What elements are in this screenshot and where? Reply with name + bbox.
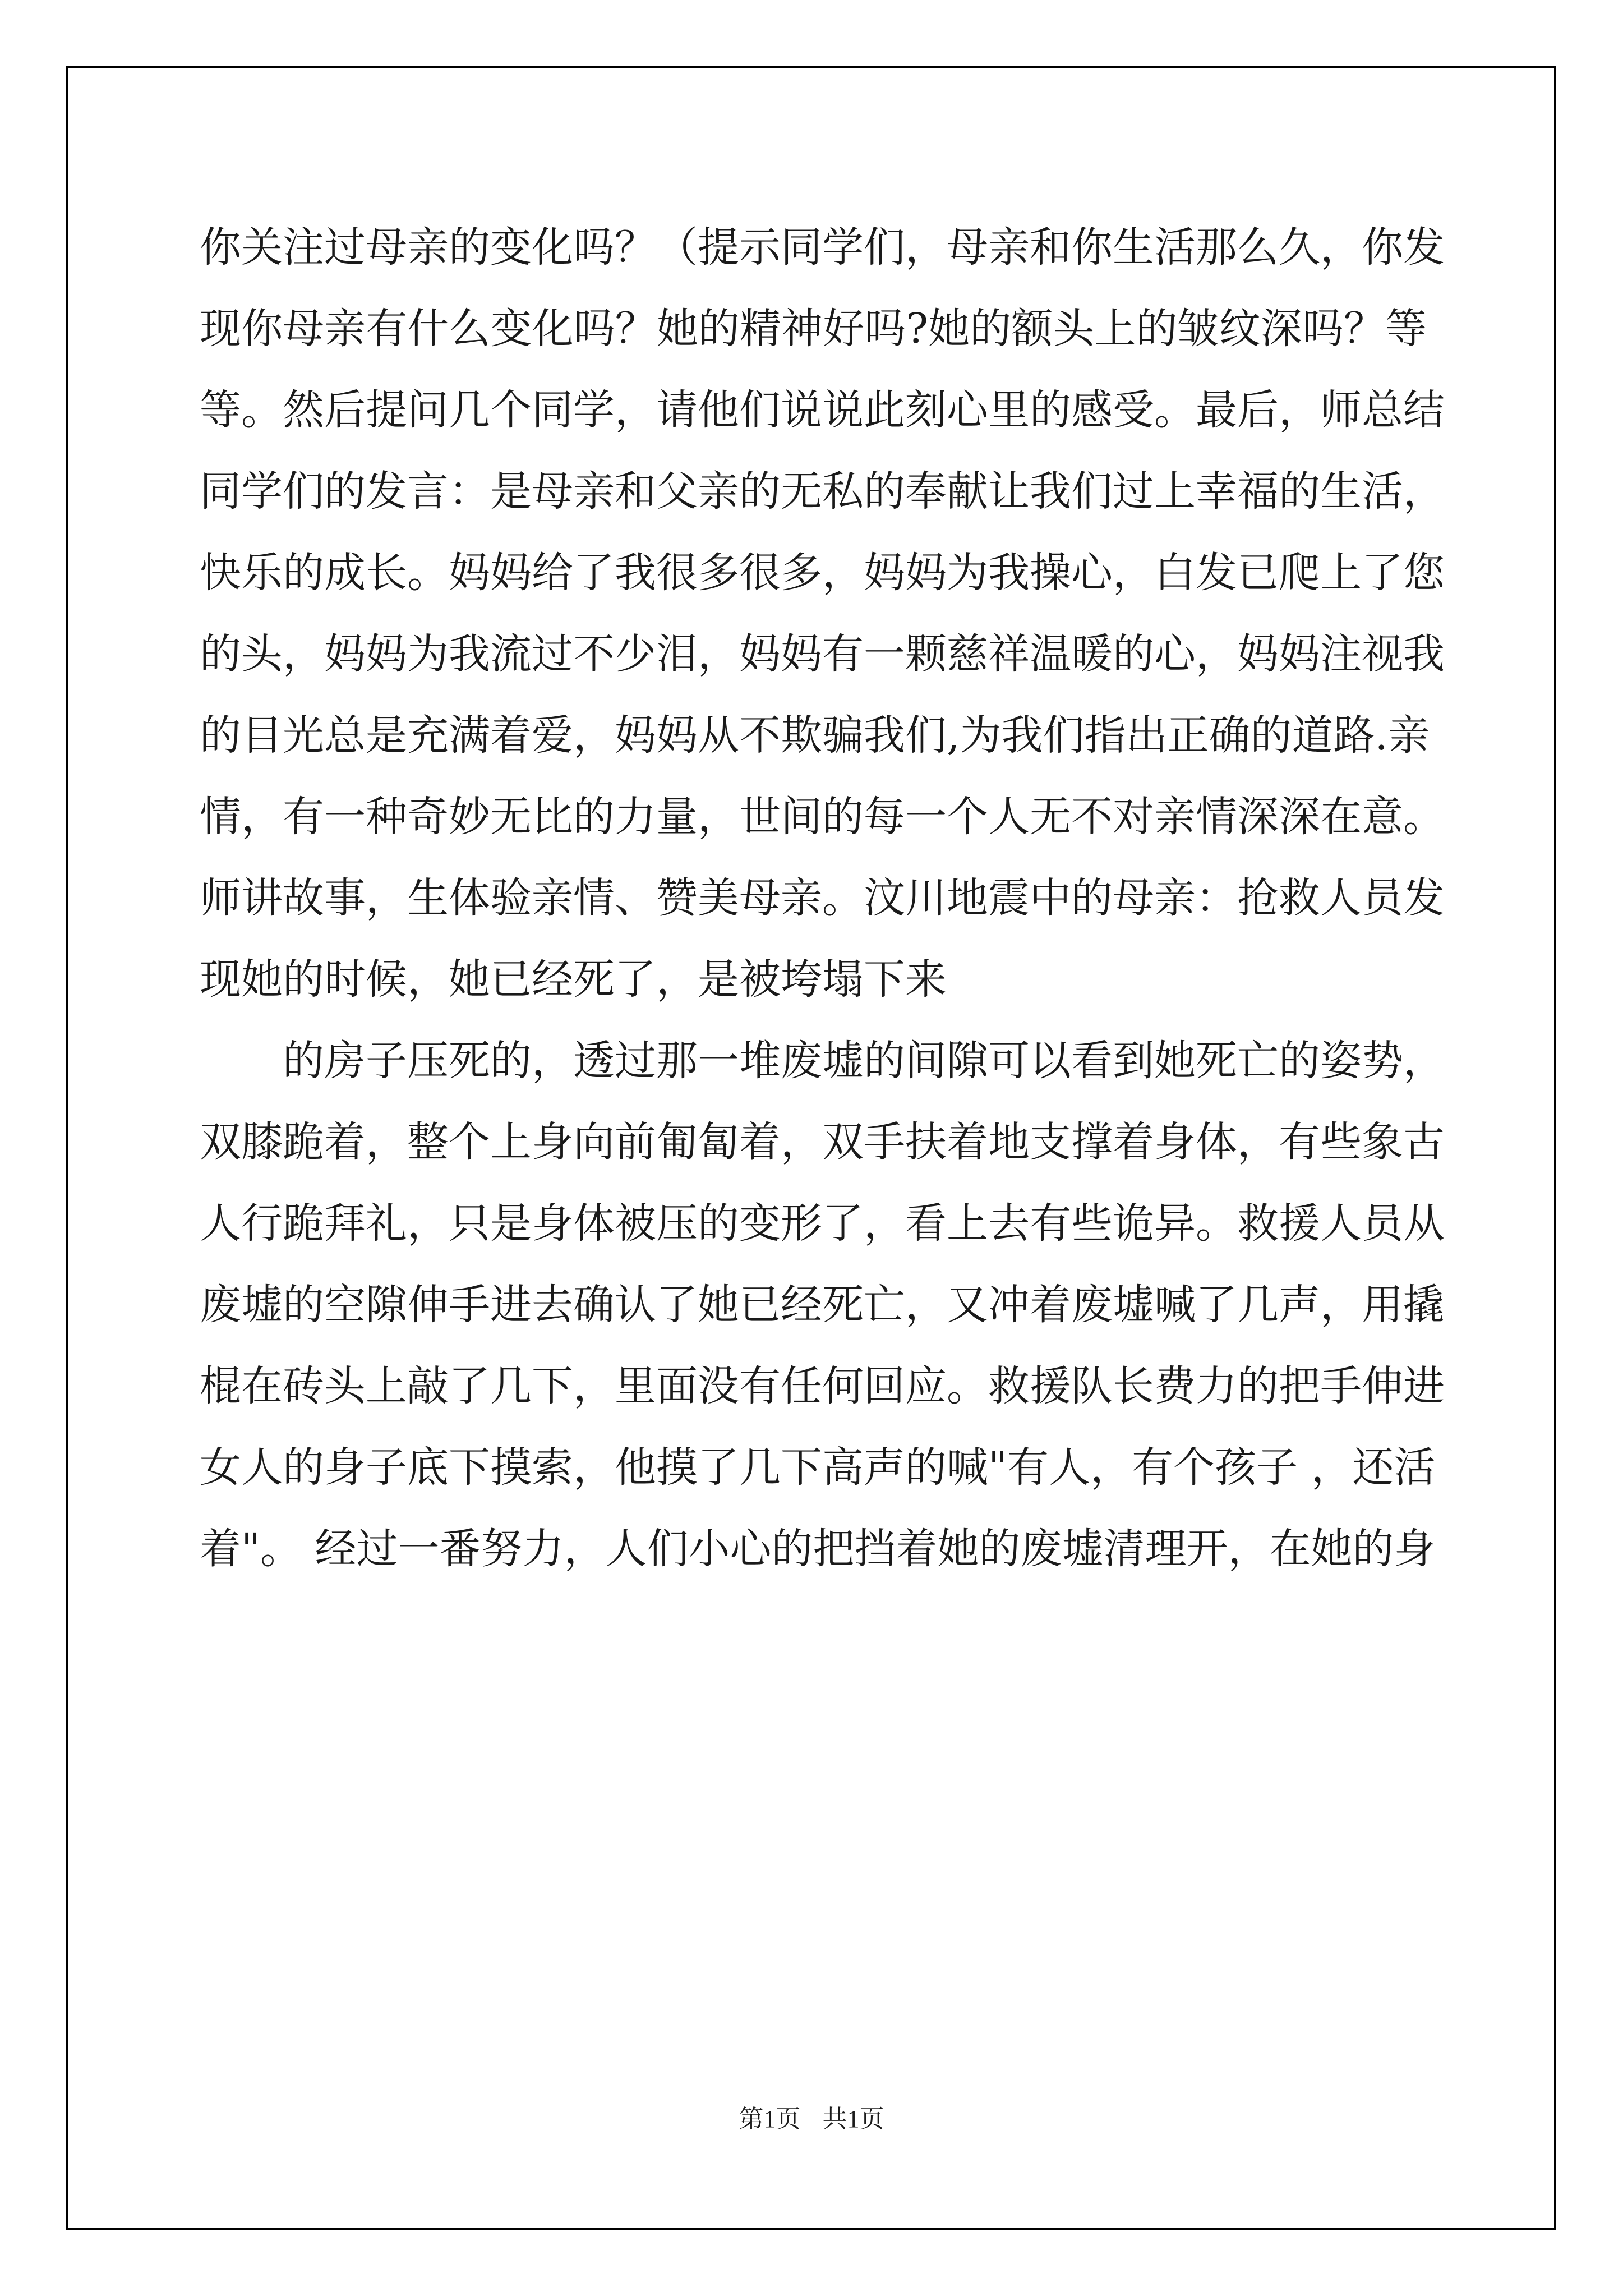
- body-text-line-1: 你关注过母亲的变化吗？（提示同学们，母亲和你生活那么久，你发: [200, 223, 1445, 272]
- body-text-line-12: 双膝跪着，整个上身向前匍匐着，双手扶着地支撑着身体，有些象古: [200, 1118, 1445, 1166]
- body-text-line-17: 着"。 经过一番努力，人们小心的把挡着她的废墟清理开，在她的身: [200, 1525, 1436, 1573]
- page-footer: [0, 2102, 1623, 2136]
- body-text-line-14: 废墟的空隙伸手进去确认了她已经死亡，又冲着废墟喊了几声，用撬: [200, 1281, 1445, 1329]
- body-text-line-6: 的头，妈妈为我流过不少泪，妈妈有一颗慈祥温暖的心，妈妈注视我: [200, 630, 1445, 678]
- body-text-line-8: 情，有一种奇妙无比的力量，世间的每一个人无不对亲情深深在意。: [200, 793, 1445, 841]
- body-text-line-16: 女人的身子底下摸索，他摸了几下高声的喊"有人，有个孩子 ，还活: [200, 1443, 1436, 1492]
- body-text-line-3: 等。然后提问几个同学，请他们说说此刻心里的感受。最后，师总结: [200, 386, 1445, 434]
- body-text-line-5: 快乐的成长。妈妈给了我很多很多，妈妈为我操心，白发已爬上了您: [200, 549, 1445, 597]
- body-text-line-13: 人行跪拜礼，只是身体被压的变形了，看上去有些诡异。救援人员从: [200, 1199, 1445, 1248]
- body-text-line-10: 现她的时候，她已经死了，是被垮塌下来: [200, 955, 947, 1004]
- body-text-line-7: 的目光总是充满着爱，妈妈从不欺骗我们,为我们指出正确的道路.亲: [200, 711, 1430, 760]
- page-number-current: 第1页: [739, 2105, 801, 2133]
- body-text-line-2: 现你母亲有什么变化吗？她的精神好吗?她的额头上的皱纹深吗？等: [200, 305, 1427, 353]
- body-text-line-9: 师讲故事，生体验亲情、赞美母亲。汶川地震中的母亲：抢救人员发: [200, 874, 1445, 922]
- body-text-line-4: 同学们的发言：是母亲和父亲的无私的奉献让我们过上幸福的生活，: [200, 467, 1445, 516]
- body-text-line-15: 棍在砖头上敲了几下，里面没有任何回应。救援队长费力的把手伸进: [200, 1362, 1445, 1410]
- body-text-line-11: 的房子压死的，透过那一堆废墟的间隙可以看到她死亡的姿势，: [283, 1037, 1445, 1085]
- page-number-total: 共1页: [822, 2105, 884, 2133]
